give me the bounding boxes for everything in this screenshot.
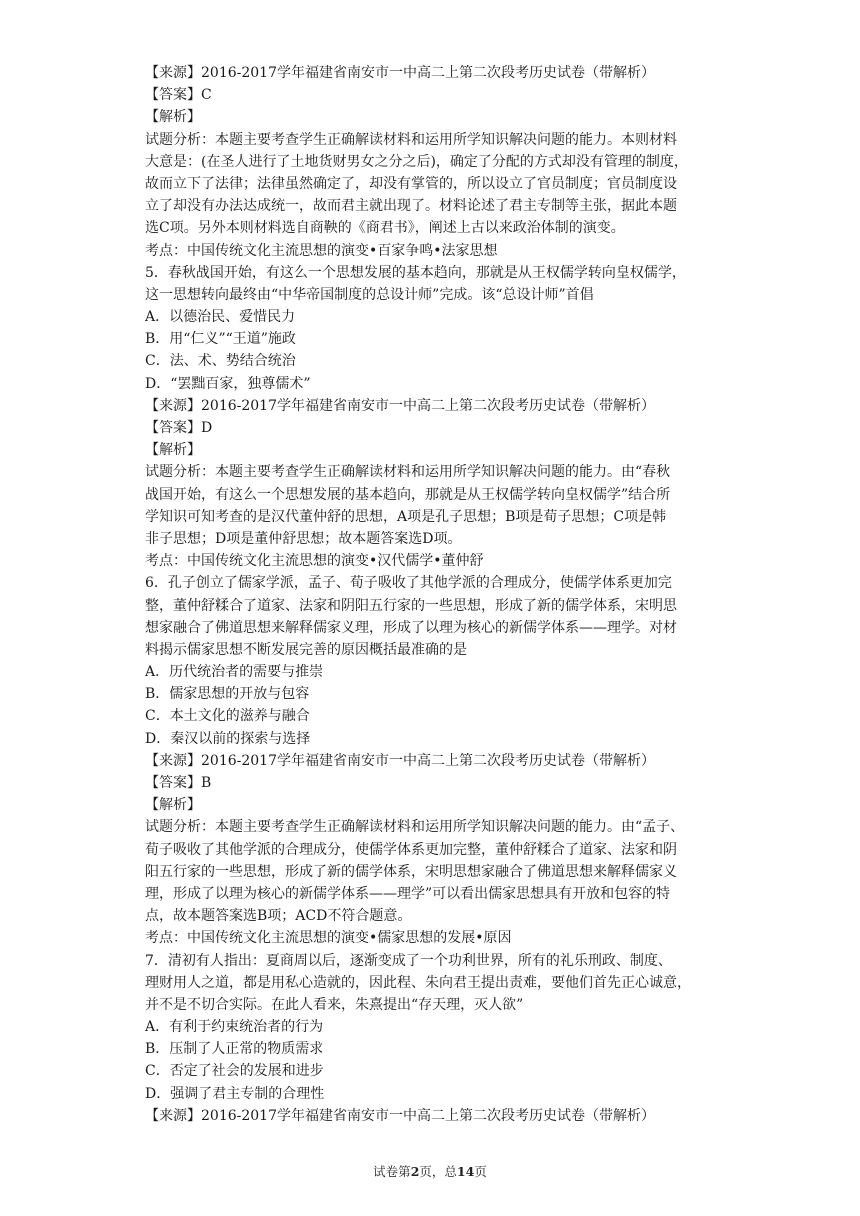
option-c: C．本土文化的滋养与融合 [145, 708, 310, 725]
kaodian-line: 考点：中国传统文化主流思想的演变•汉代儒学•董仲舒 [145, 553, 484, 570]
text-line: 料揭示儒家思想不断发展完善的原因概括最准确的是 [145, 641, 467, 658]
text-line: 并不是不切合实际。在此人看来，朱熹提出“存天理，灭人欲” [145, 996, 524, 1013]
source-line: 【来源】2016-2017学年福建省南安市一中高二上第二次段考历史试卷（带解析） [145, 65, 655, 81]
text-line: 战国开始，有这么一个思想发展的基本趋向，那就是从王权儒学转向皇权儒学”结合所 [145, 486, 671, 503]
kaodian-line: 考点：中国传统文化主流思想的演变•儒家思想的发展•原因 [145, 930, 512, 947]
text-line: 试题分析：本题主要考查学生正确解读材料和运用所学知识解决问题的能力。由“春秋 [145, 464, 671, 481]
question-5 [145, 262, 725, 306]
question-6 [145, 572, 725, 661]
text-line: 理，形成了以理为核心的新儒学体系——理学”可以看出儒家思想具有开放和包容的特 [145, 885, 671, 902]
footer-prefix: 试卷第 [373, 1164, 411, 1179]
footer-suffix: 页 [474, 1164, 487, 1179]
text-line: 非子思想；D项是董仲舒思想；故本题答案选D项。 [145, 530, 462, 547]
option-b: B．用“仁义”“王道”施政 [145, 331, 296, 348]
answer-line: 【答案】D [145, 420, 213, 436]
analysis-text [145, 461, 725, 550]
text-line: 5．春秋战国开始，有这么一个思想发展的基本趋向，那就是从王权儒学转向皇权儒学， [145, 264, 686, 281]
text-line: 6．孔子创立了儒家学派，孟子、荀子吸收了其他学派的合理成分，使儒学体系更加完 [145, 575, 672, 592]
text-line: 整，董仲舒糅合了道家、法家和阴阳五行家的一些思想，形成了新的儒学体系，宋明思 [145, 597, 677, 614]
question-7 [145, 950, 725, 1017]
text-line: 点，故本题答案选B项；ACD不符合题意。 [145, 908, 412, 925]
option-b: B．儒家思想的开放与包容 [145, 686, 310, 703]
analysis-text [145, 816, 725, 927]
analysis-heading: 【解析】 [145, 109, 201, 126]
text-line: 试题分析：本题主要考查学生正确解读材料和运用所学知识解决问题的能力。本则材料 [145, 131, 677, 148]
text-line: 7．清初有人指出：夏商周以后，逐渐变成了一个功利世界，所有的礼乐刑政、制度、 [145, 952, 672, 969]
text-line: 学知识可知考查的是汉代董仲舒的思想，A项是孔子思想；B项是荀子思想；C项是韩 [145, 508, 667, 525]
analysis-heading: 【解析】 [145, 797, 201, 814]
footer-middle: 页，总 [419, 1164, 457, 1179]
text-line: 试题分析：本题主要考查学生正确解读材料和运用所学知识解决问题的能力。由“孟子、 [145, 819, 685, 836]
source-line: 【来源】2016-2017学年福建省南安市一中高二上第二次段考历史试卷（带解析） [145, 752, 655, 769]
text-line: 选C项。另外本则材料选自商鞅的《商君书》，阐述上古以来政治体制的演变。 [145, 220, 625, 237]
footer-total-pages: 14 [456, 1164, 475, 1179]
text-line: 大意是：(在圣人进行了土地货财男女之分之后)，确定了分配的方式却没有管理的制度， [145, 153, 688, 170]
footer-page-number: 2 [410, 1164, 420, 1179]
option-c: C．法、术、势结合统治 [145, 353, 296, 370]
text-line: 这一思想转向最终由“中华帝国制度的总设计师”完成。该“总设计师”首倡 [145, 286, 594, 303]
option-d: D．强调了君主专制的合理性 [145, 1085, 325, 1102]
option-a: A．有利于约束统治者的行为 [145, 1019, 324, 1036]
answer-line: 【答案】B [145, 775, 212, 791]
page-footer [0, 1162, 860, 1180]
text-line: 阳五行家的一些思想，形成了新的儒学体系，宋明思想家融合了佛道思想来解释儒家义 [145, 863, 677, 880]
kaodian-line: 考点：中国传统文化主流思想的演变•百家争鸣•法家思想 [145, 242, 498, 259]
analysis-heading: 【解析】 [145, 442, 201, 459]
option-d: D．“罢黜百家，独尊儒术” [145, 375, 311, 392]
option-d: D．秦汉以前的探索与选择 [145, 730, 311, 747]
text-line: 荀子吸收了其他学派的合理成分，使儒学体系更加完整，董仲舒糅合了道家、法家和阴 [145, 841, 677, 858]
option-a: A．以德治民、爱惜民力 [145, 309, 296, 326]
text-line: 理财用人之道，都是用私心造就的，因此程、朱向君王提出责难，要他们首先正心诚意， [145, 974, 691, 991]
analysis-text [145, 129, 725, 240]
option-c: C．否定了社会的发展和进步 [145, 1063, 324, 1080]
answer-line: 【答案】C [145, 87, 212, 104]
text-line: 立了却没有办法达成统一，故而君主就出现了。材料论述了君主专制等主张，据此本题 [145, 198, 677, 215]
text-line: 故而立下了法律；法律虽然确定了，却没有掌管的，所以设立了官员制度；官员制度设 [145, 175, 677, 192]
source-line: 【来源】2016-2017学年福建省南安市一中高二上第二次段考历史试卷（带解析） [145, 397, 655, 414]
source-line: 【来源】2016-2017学年福建省南安市一中高二上第二次段考历史试卷（带解析） [145, 1107, 655, 1124]
text-line: 想家融合了佛道思想来解释儒家义理，形成了以理为核心的新儒学体系——理学。对材 [145, 619, 677, 636]
option-b: B．压制了人正常的物质需求 [145, 1041, 324, 1058]
exam-page-content [145, 62, 725, 1127]
option-a: A．历代统治者的需要与推崇 [145, 664, 324, 681]
